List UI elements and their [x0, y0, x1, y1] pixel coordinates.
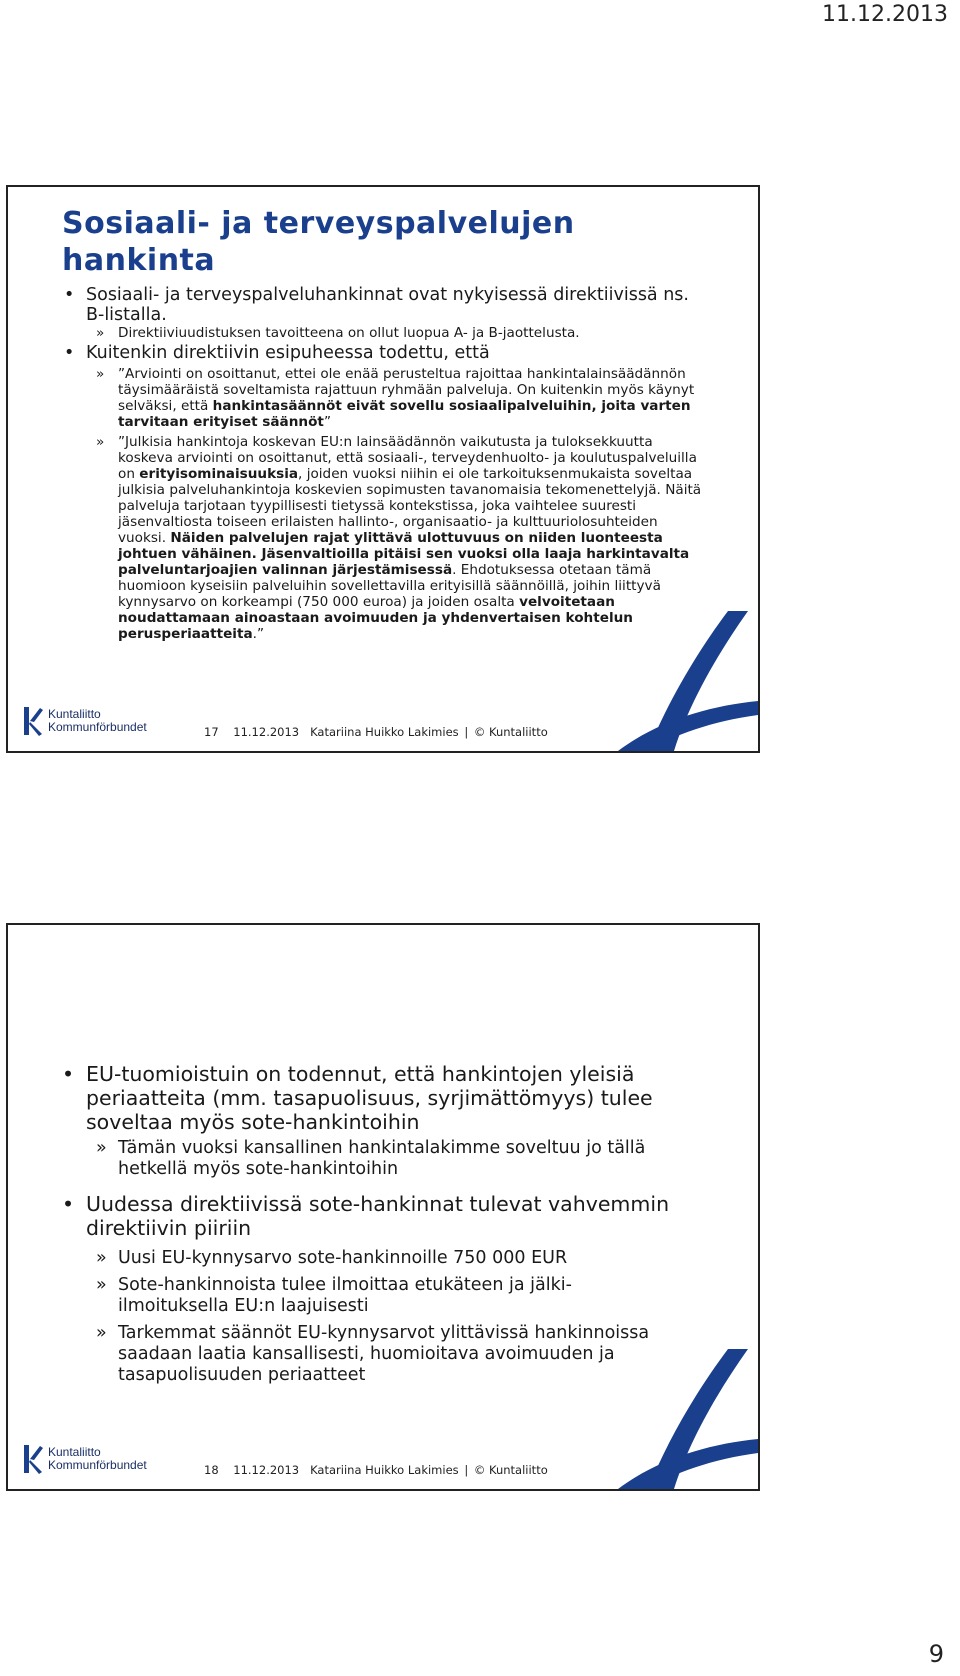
logo-mark-icon [22, 705, 44, 737]
footer-author: Katariina Huikko Lakimies [310, 1463, 459, 1477]
logo-text-line2: Kommunförbundet [48, 720, 147, 734]
slide-footer: 18 11.12.2013 Katariina Huikko Lakimies | © Kuntaliitto [204, 1463, 548, 1477]
logo-text-line2: Kommunförbundet [48, 1458, 147, 1472]
kuntaliitto-logo [22, 705, 147, 737]
slide-18 [6, 923, 760, 1491]
quote-paragraph: » ”Arviointi on osoittanut, ettei ole enää perusteltua rajoittaa hankintalainsäädännön täysimääräistä soveltamista rajattuun ryhmään palveluja. On kuitenkin myös käynyt selväksi, että hankintasäännöt eivät sovellu sosiaalipalveluihin, joita varten tarvitaan erityiset säännöt” [62, 366, 702, 430]
sub-bullet-item: » Uusi EU-kynnysarvo sote-hankinnoille 750 000 EUR [62, 1248, 682, 1269]
logo-text-line1: Kuntaliitto [48, 1445, 101, 1459]
logo-text-line1: Kuntaliitto [48, 707, 101, 721]
sub-bullet-item: » Tämän vuoksi kansallinen hankintalakimme soveltuu jo tällä hetkellä myös sote-hankintoihin [62, 1138, 682, 1180]
logo-mark-icon [22, 1443, 44, 1475]
footer-date: 11.12.2013 [233, 1463, 300, 1477]
kuntaliitto-logo [22, 1443, 147, 1475]
slide-content [62, 285, 702, 642]
quote-paragraph: » ”Julkisia hankintoja koskevan EU:n lainsäädännön vaikutusta ja tuloksekkuutta koskeva arviointi on osoittanut, että sosiaali-, terveydenhuolto- ja koulutuspalveluilla on erityisominaisuuksia, joiden vuoksi niihin ei ole tarkoituksenmukaista soveltaa julkisia palveluhankintoja koskevien sopimusten tavanomaisia tekomenettelyjä. Näitä palveluja tarjotaan tyypillisesti tietyssä kontekstissa, joka vaihtelee suuresti jäsenvaltiosta toiseen erilaisten hallinto-, organisaatio- ja kulttuuriolosuhteiden vuoksi. Näiden palvelujen rajat ylittävä ulottuvuus on niiden luonteesta johtuen vähäinen. Jäsenvaltioilla pitäisi sen vuoksi olla laaja harkintavalta palveluntarjoajien valinnan järjestämisessä. Ehdotuksessa otetaan tämä huomioon kyseisiin palveluihin sovellettavilla erityisillä säännöillä, joihin liittyvä kynnysarvo on korkeampi (750 000 euroa) ja joiden osalta velvoitetaan noudattamaan ainoastaan avoimuuden ja yhdenvertaisen kohtelun perusperiaatteita.” [62, 434, 702, 642]
slide-title: Sosiaali- ja terveyspalvelujen hankinta [62, 206, 575, 278]
slide-content [62, 1062, 682, 1392]
slide-footer: 17 11.12.2013 Katariina Huikko Lakimies | © Kuntaliitto [204, 725, 548, 739]
bullet-item: • Sosiaali- ja terveyspalveluhankinnat ovat nykyisessä direktiivissä ns. B-listalla. [62, 285, 702, 325]
slide-17 [6, 185, 760, 753]
footer-date: 11.12.2013 [233, 725, 300, 739]
slide-number: 17 [204, 725, 219, 739]
page-number: 9 [928, 1640, 944, 1668]
bullet-item: • Kuitenkin direktiivin esipuheessa todettu, että [62, 343, 702, 363]
footer-copyright: © Kuntaliitto [473, 1463, 548, 1477]
slide-number: 18 [204, 1463, 219, 1477]
footer-copyright: © Kuntaliitto [473, 725, 548, 739]
page-date: 11.12.2013 [822, 2, 948, 27]
bullet-item: • EU-tuomioistuin on todennut, että hankintojen yleisiä periaatteita (mm. tasapuolisuus, syrjimättömyys) tulee soveltaa myös sote-hankintoihin [62, 1062, 682, 1134]
sub-bullet-item: » Sote-hankinnoista tulee ilmoittaa etukäteen ja jälki-ilmoituksella EU:n laajuisesti [62, 1275, 682, 1317]
sub-bullet-item: » Tarkemmat säännöt EU-kynnysarvot ylittävissä hankinnoissa saadaan laatia kansallisesti, huomioitava avoimuuden ja tasapuolisuuden periaatteet [62, 1323, 682, 1386]
sub-bullet-item: » Direktiiviuudistuksen tavoitteena on ollut luopua A- ja B-jaottelusta. [62, 325, 702, 341]
footer-author: Katariina Huikko Lakimies [310, 725, 459, 739]
bullet-item: • Uudessa direktiivissä sote-hankinnat tulevat vahvemmin direktiivin piiriin [62, 1192, 682, 1240]
